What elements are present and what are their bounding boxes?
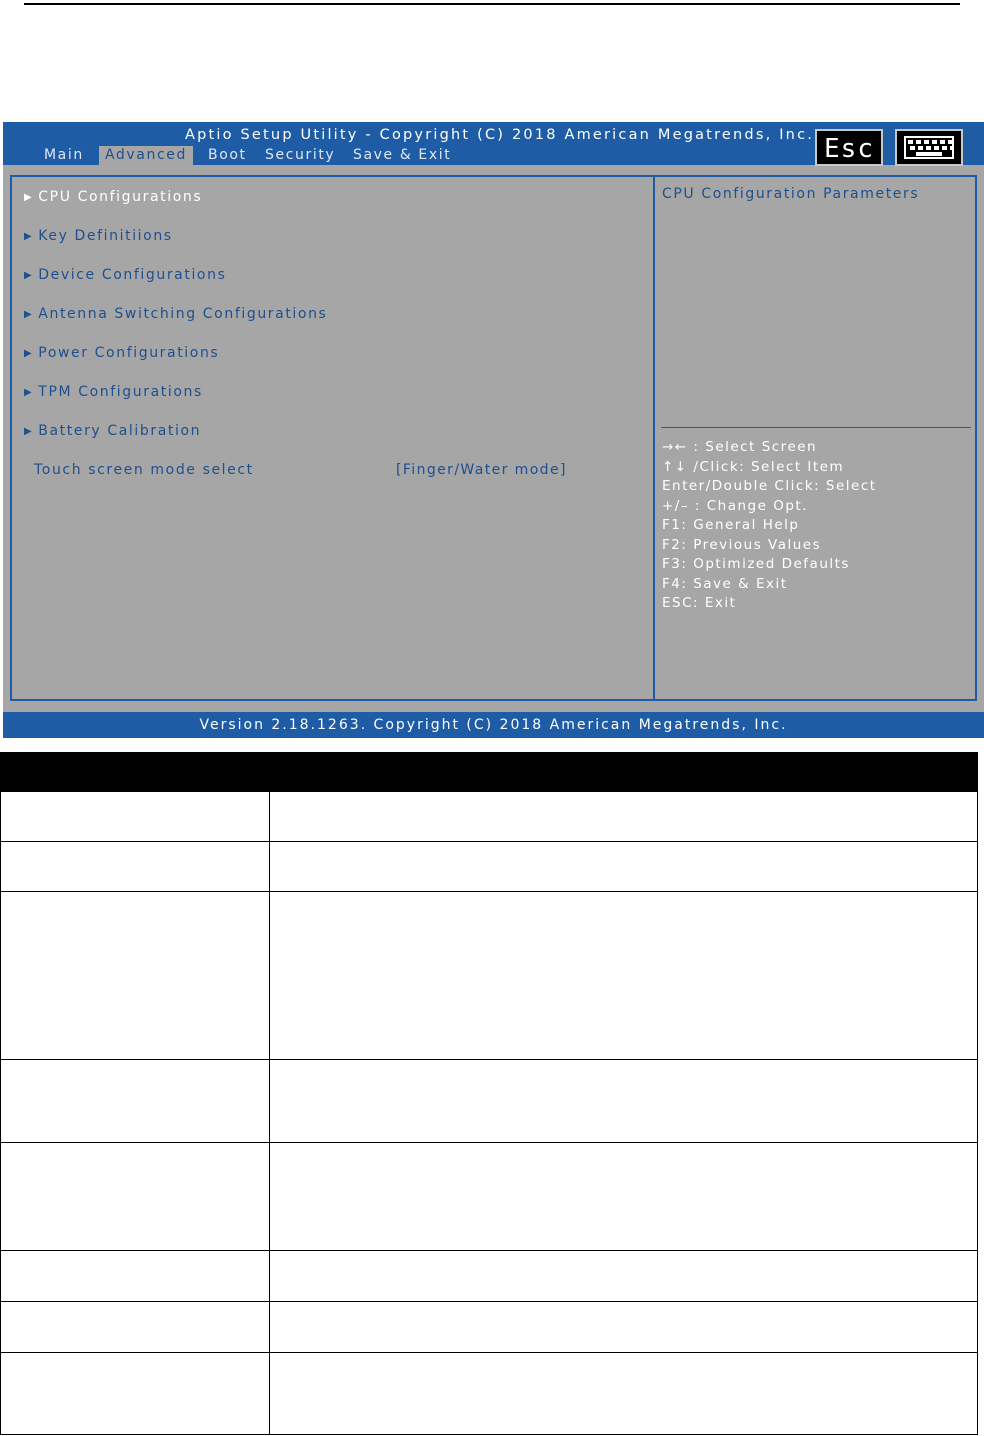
menu-item-device-configurations[interactable]: ▶ Device Configurations	[24, 267, 227, 283]
table-row	[1, 842, 978, 892]
touch-screen-mode-label: Touch screen mode select	[34, 462, 254, 478]
tab-advanced[interactable]: Advanced	[99, 146, 193, 165]
table-cell	[270, 792, 978, 842]
menu-item-tpm-configurations[interactable]: ▶ TPM Configurations	[24, 384, 203, 400]
help-title: CPU Configuration Parameters	[662, 186, 920, 202]
table-cell	[1, 892, 270, 1060]
key-help-item: F3: Optimized Defaults	[662, 556, 850, 572]
tab-main[interactable]: Main	[44, 147, 84, 163]
table-row	[1, 1302, 978, 1353]
table-row	[1, 792, 978, 842]
table-row	[1, 1060, 978, 1143]
table-cell	[270, 1353, 978, 1435]
table-cell	[270, 1060, 978, 1143]
menu-item-power-configurations[interactable]: ▶ Power Configurations	[24, 345, 220, 361]
table-cell	[270, 1143, 978, 1251]
key-help-list	[662, 438, 877, 614]
menu-item-antenna-switching[interactable]: ▶ Antenna Switching Configurations	[24, 306, 328, 322]
bios-title: Aptio Setup Utility - Copyright (C) 2018 American Megatrends, Inc.	[185, 127, 815, 143]
menu-item-key-definitions[interactable]: ▶ Key Definitiions	[24, 228, 173, 244]
help-divider	[661, 427, 971, 428]
table-cell	[1, 1353, 270, 1435]
key-help-item: F2: Previous Values	[662, 536, 822, 553]
table-cell	[270, 892, 978, 1060]
keyboard-icon	[904, 136, 954, 159]
description-table	[0, 752, 978, 1435]
key-help-item: ↑↓ /Click: Select Item	[662, 458, 845, 475]
settings-panel	[10, 175, 655, 701]
touch-screen-mode-select[interactable]: [Finger/Water mode]	[396, 462, 567, 478]
table-cell	[270, 1302, 978, 1353]
table-cell	[1, 1302, 270, 1353]
key-help-item: F1: General Help	[662, 517, 800, 533]
submenu-arrow-icon: ▶	[24, 270, 34, 281]
key-help-item: Enter/Double Click: Select	[662, 478, 877, 494]
menu-item-cpu-configurations[interactable]: ▶ CPU Configurations	[24, 189, 203, 205]
table-cell	[1, 1143, 270, 1251]
table-cell	[1, 1060, 270, 1143]
submenu-arrow-icon: ▶	[24, 231, 34, 242]
table-row	[1, 1251, 978, 1302]
page-top-rule	[24, 3, 960, 5]
table-row	[1, 892, 978, 1060]
tab-security[interactable]: Security	[265, 147, 336, 163]
table-cell	[1, 1251, 270, 1302]
submenu-arrow-icon: ▶	[24, 309, 34, 320]
submenu-arrow-icon: ▶	[24, 387, 34, 398]
table-row	[1, 1143, 978, 1251]
keyboard-button[interactable]	[895, 129, 963, 166]
esc-button[interactable]	[815, 129, 883, 166]
menu-item-battery-calibration[interactable]: ▶ Battery Calibration	[24, 423, 202, 439]
submenu-arrow-icon: ▶	[24, 426, 34, 437]
esc-key-icon: Esc	[824, 134, 874, 164]
tab-save-exit[interactable]: Save & Exit	[353, 147, 452, 163]
key-help-item: F4: Save & Exit	[662, 575, 788, 592]
table-header	[1, 753, 978, 792]
key-help-item: +/– : Change Opt.	[662, 497, 808, 514]
key-help-item: ESC: Exit	[662, 595, 737, 611]
table-cell	[270, 1251, 978, 1302]
bios-header	[3, 122, 984, 165]
tab-boot[interactable]: Boot	[208, 147, 247, 163]
key-help-item: →← : Select Screen	[662, 439, 818, 455]
table-cell	[1, 792, 270, 842]
help-panel	[655, 175, 977, 701]
bios-footer: Version 2.18.1263. Copyright (C) 2018 American Megatrends, Inc.	[3, 712, 984, 738]
table-header-cell	[1, 753, 270, 792]
table-cell	[1, 842, 270, 892]
submenu-arrow-icon: ▶	[24, 348, 34, 359]
bios-screen	[3, 122, 984, 738]
table-cell	[270, 842, 978, 892]
table-header-cell	[270, 753, 978, 792]
table-row	[1, 1353, 978, 1435]
submenu-arrow-icon: ▶	[24, 192, 34, 203]
